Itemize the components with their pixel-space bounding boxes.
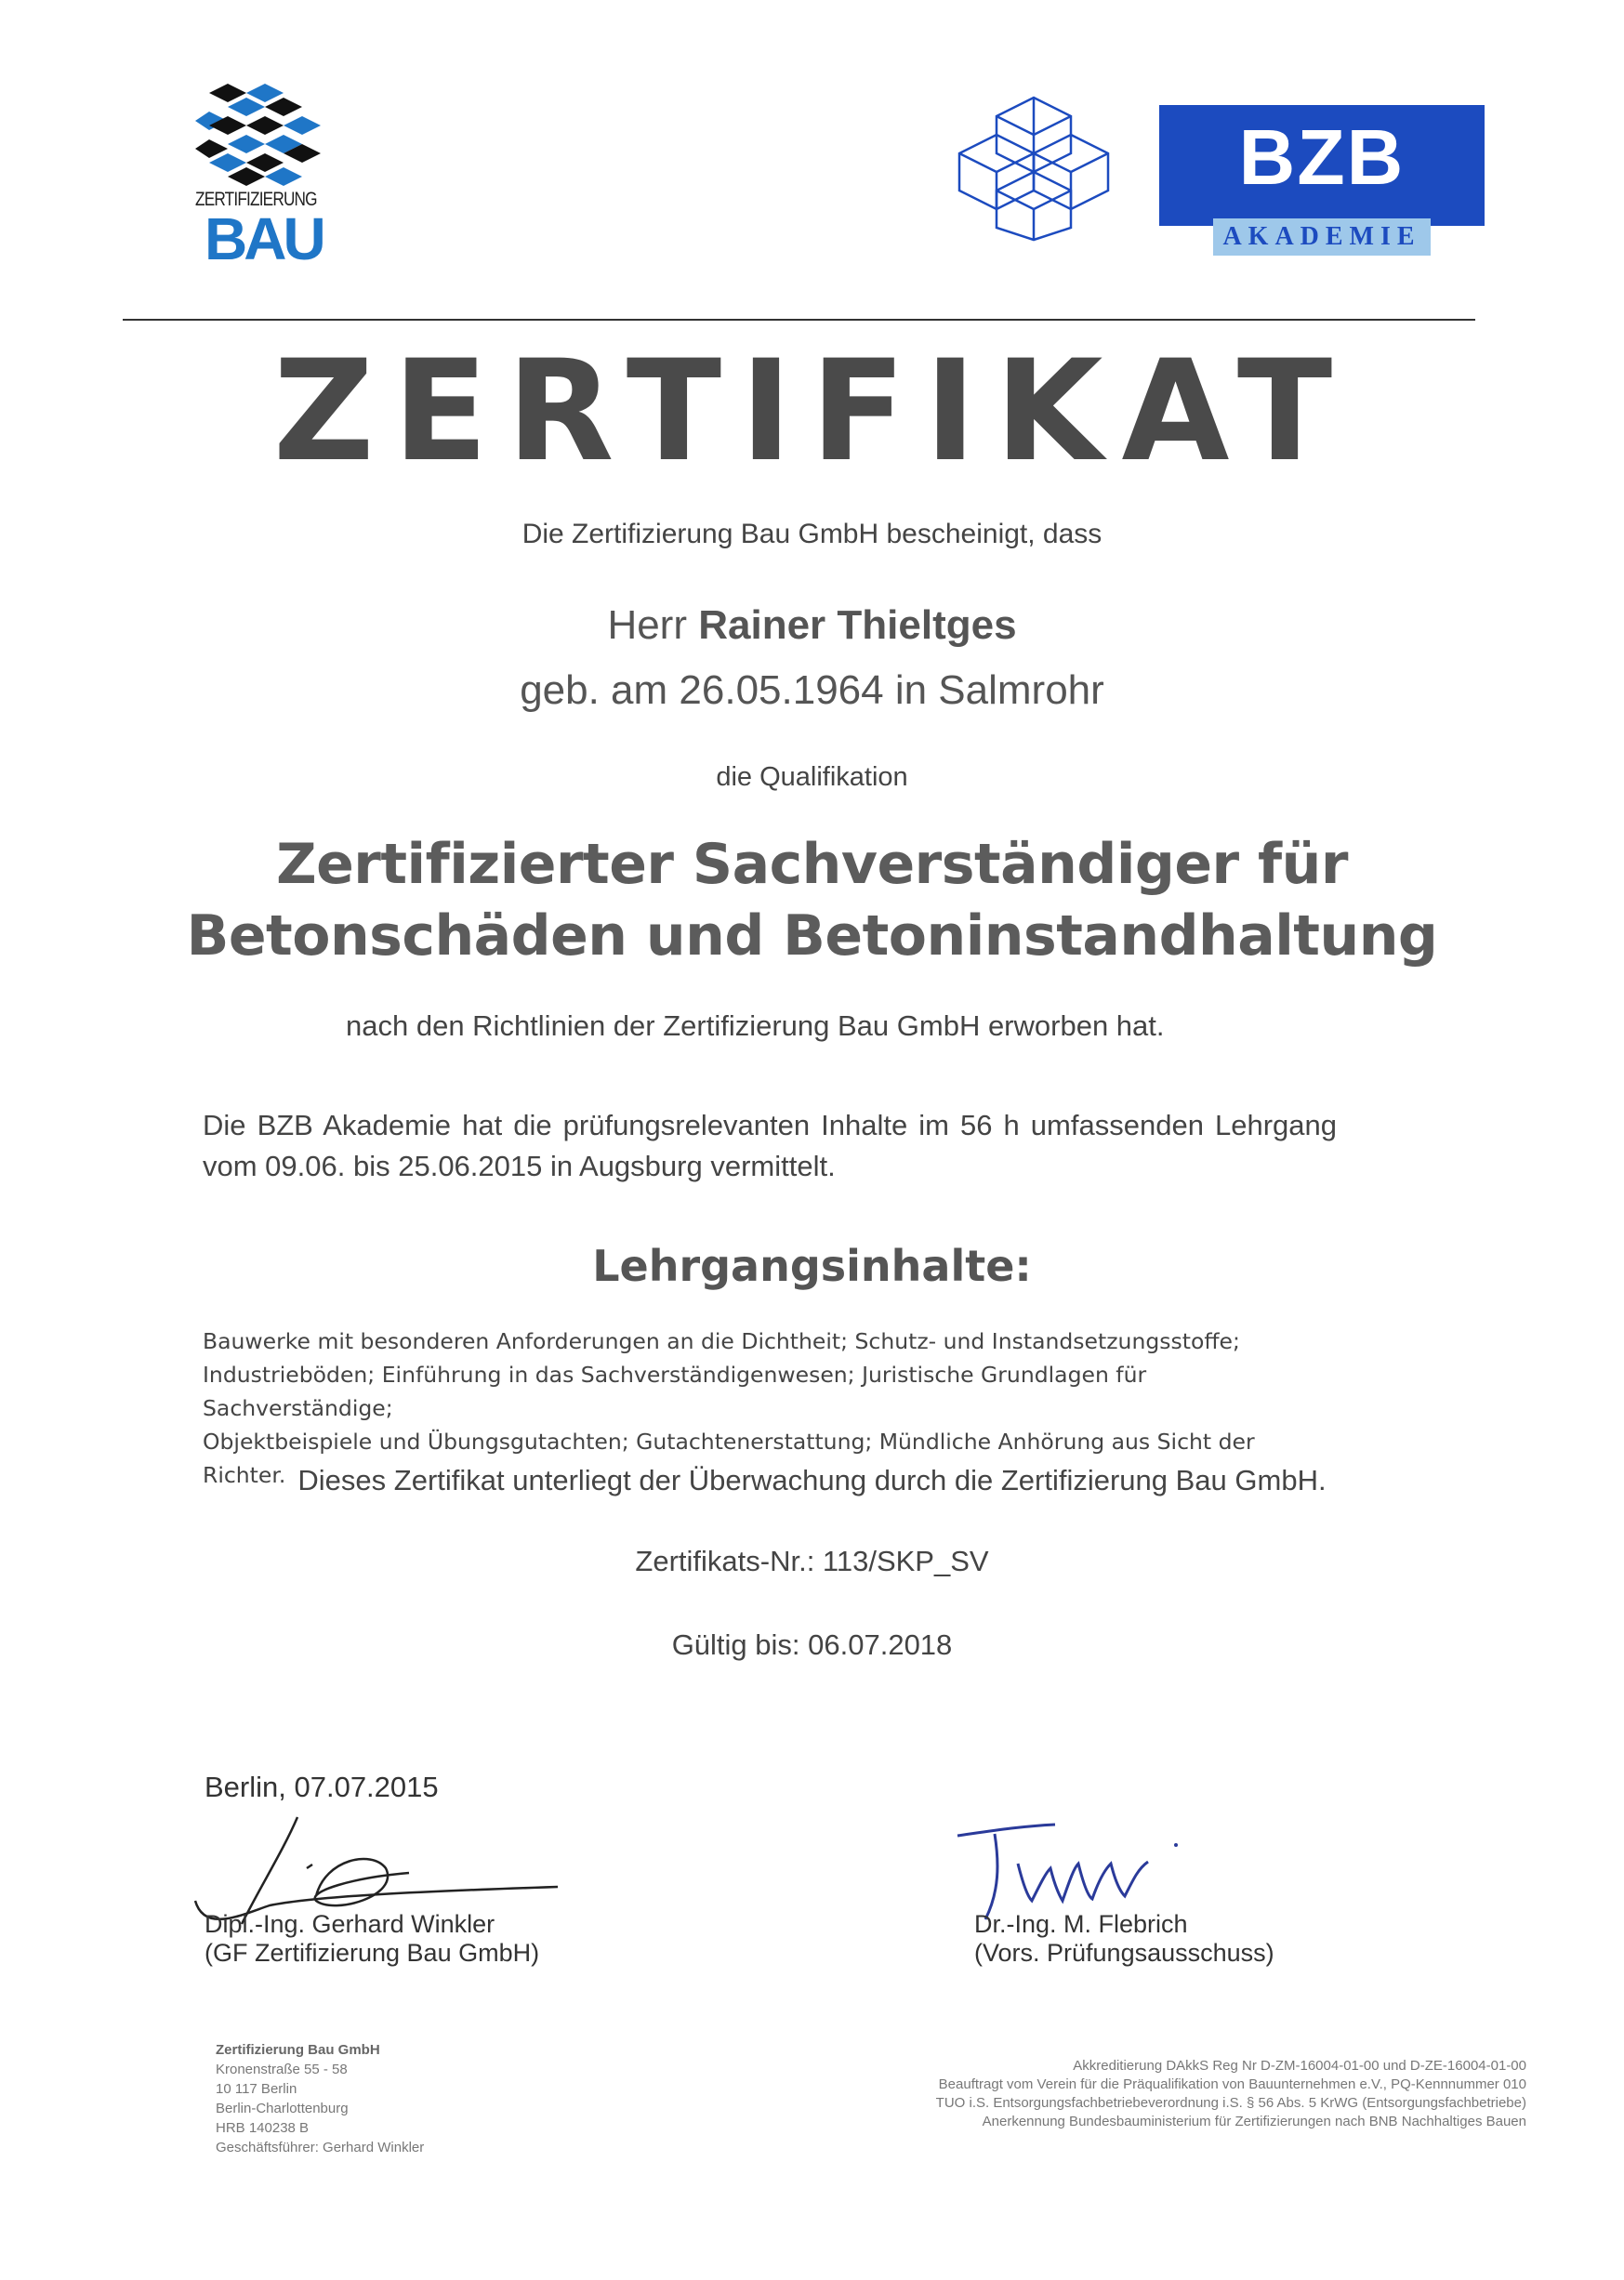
footer-accreditation-line: TUO i.S. Entsorgungsfachbetriebeverordnung i.S. § 56 Abs. 5 KrWG (Entsorgungsfachbetriebe) <box>935 2095 1526 2111</box>
monitoring-line: Dieses Zertifikat unterliegt der Überwachung durch die Zertifizierung Bau GmbH. <box>297 1464 1327 1496</box>
course-contents-line: Industrieböden; Einführung in das Sachverständigenwesen; Juristische Grundlagen für Sachverständige; <box>203 1362 1147 1421</box>
person-salutation: Herr <box>607 602 687 648</box>
footer-accreditation-line: Beauftragt vom Verein für die Präqualifikation von Bauunternehmen e.V., PQ-Kennnummer 010 <box>938 2076 1526 2092</box>
qualification-line-2: Betonschäden und Betoninstandhaltung <box>186 903 1438 969</box>
bzb-logo-subtitle: AKADEMIE <box>1213 218 1431 256</box>
footer-company-name: Zertifizierung Bau GmbH <box>216 2042 380 2058</box>
footer-company-info <box>216 2040 424 2157</box>
footer-address-line: HRB 140238 B <box>216 2120 310 2136</box>
cube-stack-icon <box>195 79 325 191</box>
signer-left-role: (GF Zertifizierung Bau GmbH) <box>205 1939 540 1967</box>
footer-accreditation-line: Anerkennung Bundesbauministerium für Zertifizierungen nach BNB Nachhaltiges Bauen <box>982 2114 1526 2129</box>
footer-address-line: Kronenstraße 55 - 58 <box>216 2062 348 2077</box>
valid-until: Gültig bis: 06.07.2018 <box>671 1628 953 1661</box>
footer-address-line: 10 117 Berlin <box>216 2081 297 2097</box>
signer-right-name: Dr.-Ing. M. Flebrich <box>974 1910 1188 1938</box>
bzb-logo-title: BZB <box>1238 113 1406 201</box>
place-date: Berlin, 07.07.2015 <box>205 1771 439 1803</box>
person-name-line <box>0 602 1624 649</box>
bzb-akademie-logo <box>1159 105 1485 251</box>
signer-right-role: (Vors. Prüfungsausschuss) <box>974 1939 1274 1967</box>
logo-left-label-top: ZERTIFIZIERUNG <box>195 189 317 210</box>
zertifizierung-bau-logo <box>195 79 335 283</box>
certificate-number: Zertifikats-Nr.: 113/SKP_SV <box>635 1545 989 1577</box>
guideline-line: nach den Richtlinien der Zertifizierung Bau GmbH erworben hat. <box>346 1009 1165 1042</box>
academy-text: Die BZB Akademie hat die prüfungsrelevanten Inhalte im 56 h umfassenden Lehrgang vom 09.06. bis 25.06.2015 in Augsburg vermittelt. <box>203 1109 1337 1182</box>
logo-left-label-bottom: BAU <box>205 205 323 272</box>
qualification-label: die Qualifikation <box>716 762 908 792</box>
hexagon-cubes-icon <box>957 93 1111 242</box>
footer-accreditation-line: Akkreditierung DAkkS Reg Nr D-ZM-16004-01-00 und D-ZE-16004-01-00 <box>1073 2058 1526 2074</box>
certificate-title: ZERTIFIKAT <box>272 331 1352 493</box>
course-contents-line: Bauwerke mit besonderen Anforderungen an die Dichtheit; Schutz- und Instandsetzungsstoffe; <box>203 1328 1240 1354</box>
qualification-line-1: Zertifizierter Sachverständiger für <box>276 832 1348 897</box>
person-name: Rainer Thieltges <box>698 602 1017 648</box>
course-contents-line: Objektbeispiele und Übungsgutachten; Gutachtenerstattung; Mündliche Anhörung aus Sicht der Richter. <box>203 1429 1255 1488</box>
certifies-line: Die Zertifizierung Bau GmbH bescheinigt, dass <box>522 519 1102 549</box>
header-divider <box>123 319 1475 321</box>
person-birth-line: geb. am 26.05.1964 in Salmrohr <box>520 667 1104 713</box>
signer-left-name: Dipl.-Ing. Gerhard Winkler <box>205 1910 495 1938</box>
footer-address-line: Berlin-Charlottenburg <box>216 2101 349 2116</box>
course-contents-title: Lehrgangsinhalte: <box>592 1241 1032 1291</box>
footer-address-line: Geschäftsführer: Gerhard Winkler <box>216 2140 425 2155</box>
footer-accreditation-info <box>936 2057 1526 2131</box>
